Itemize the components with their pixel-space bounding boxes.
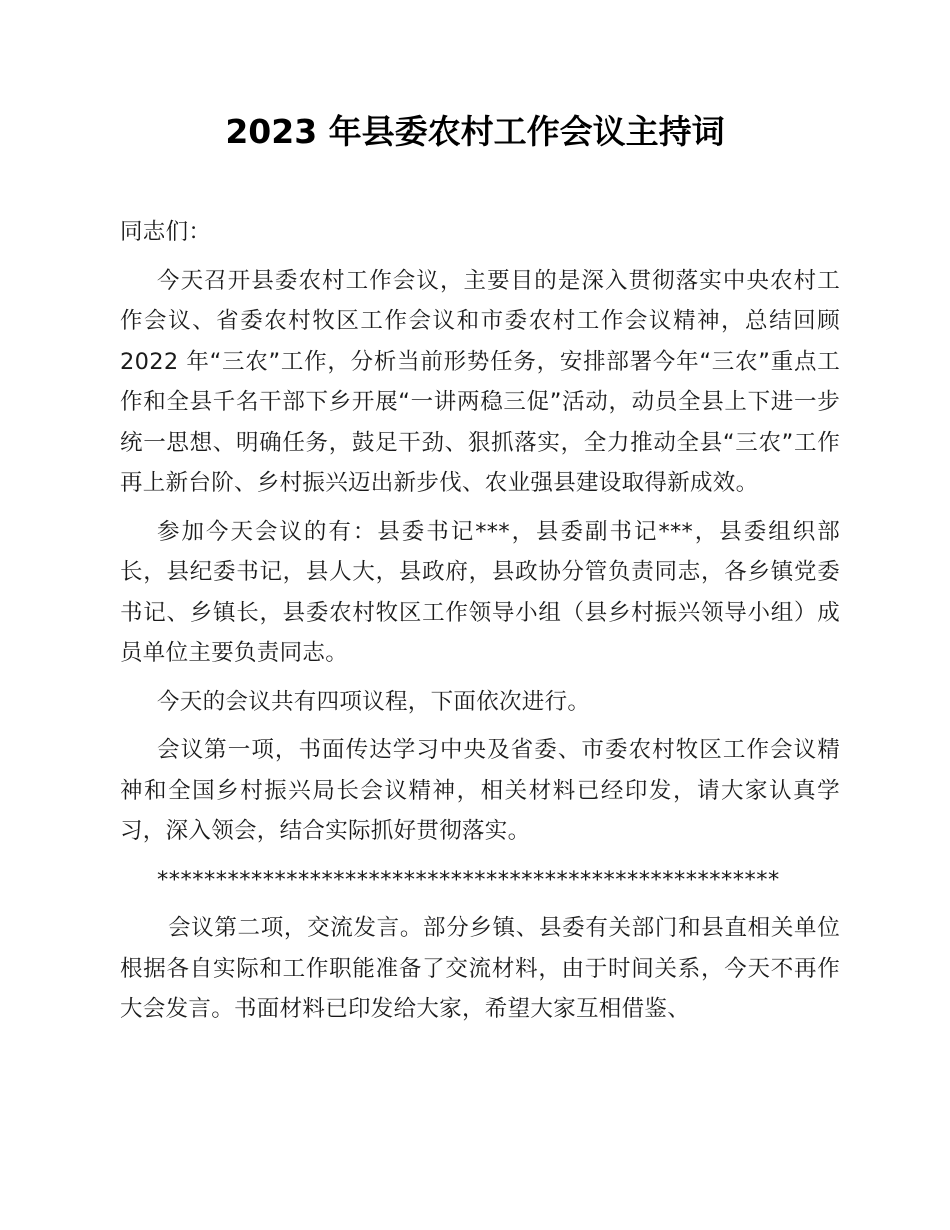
paragraph-agenda: 今天的会议共有四项议程，下面依次进行。 xyxy=(157,688,591,715)
paragraph-attendees: 参加今天会议的有：县委书记***，县委副书记***，县委组织部长，县纪委书记，县人大，县政府，县政协分管负责同志，各乡镇党委书记、乡镇长，县委农村牧区工作领导小组（县乡村振兴领导小组）成员单位主要负责同志。 xyxy=(120,518,840,666)
document-title: 2023 年县委农村工作会议主持词 xyxy=(225,112,725,151)
salutation: 同志们： xyxy=(120,219,212,245)
paragraph-item-one: 会议第一项，书面传达学习中央及省委、市委农村牧区工作会议精神和全国乡村振兴局长会议精神，相关材料已经印发，请大家认真学习，深入领会，结合实际抓好贯彻落实。 xyxy=(120,737,840,844)
document-body xyxy=(120,212,840,1038)
asterisk-separator: ***************************************************** xyxy=(157,866,780,893)
paragraph-intro: 今天召开县委农村工作会议，主要目的是深入贯彻落实中央农村工作会议、省委农村牧区工作会议和市委农村工作会议精神，总结回顾 2022 年“三农”工作，分析当前形势任务，安排部署今年“三农”重点工作和全县千名干部下乡开展“一讲两稳三促”活动，动员全县上下进一步统一思想、明确任务，鼓足干劲、狠抓落实，全力推动全县“三农”工作再上新台阶、乡村振兴迈出新步伐、农业强县建设取得新成效。 xyxy=(120,267,840,496)
paragraph-item-two: 会议第二项，交流发言。部分乡镇、县委有关部门和县直相关单位根据各自实际和工作职能准备了交流材料，由于时间关系，今天不再作大会发言。书面材料已印发给大家，希望大家互相借鉴、 xyxy=(120,915,840,1022)
